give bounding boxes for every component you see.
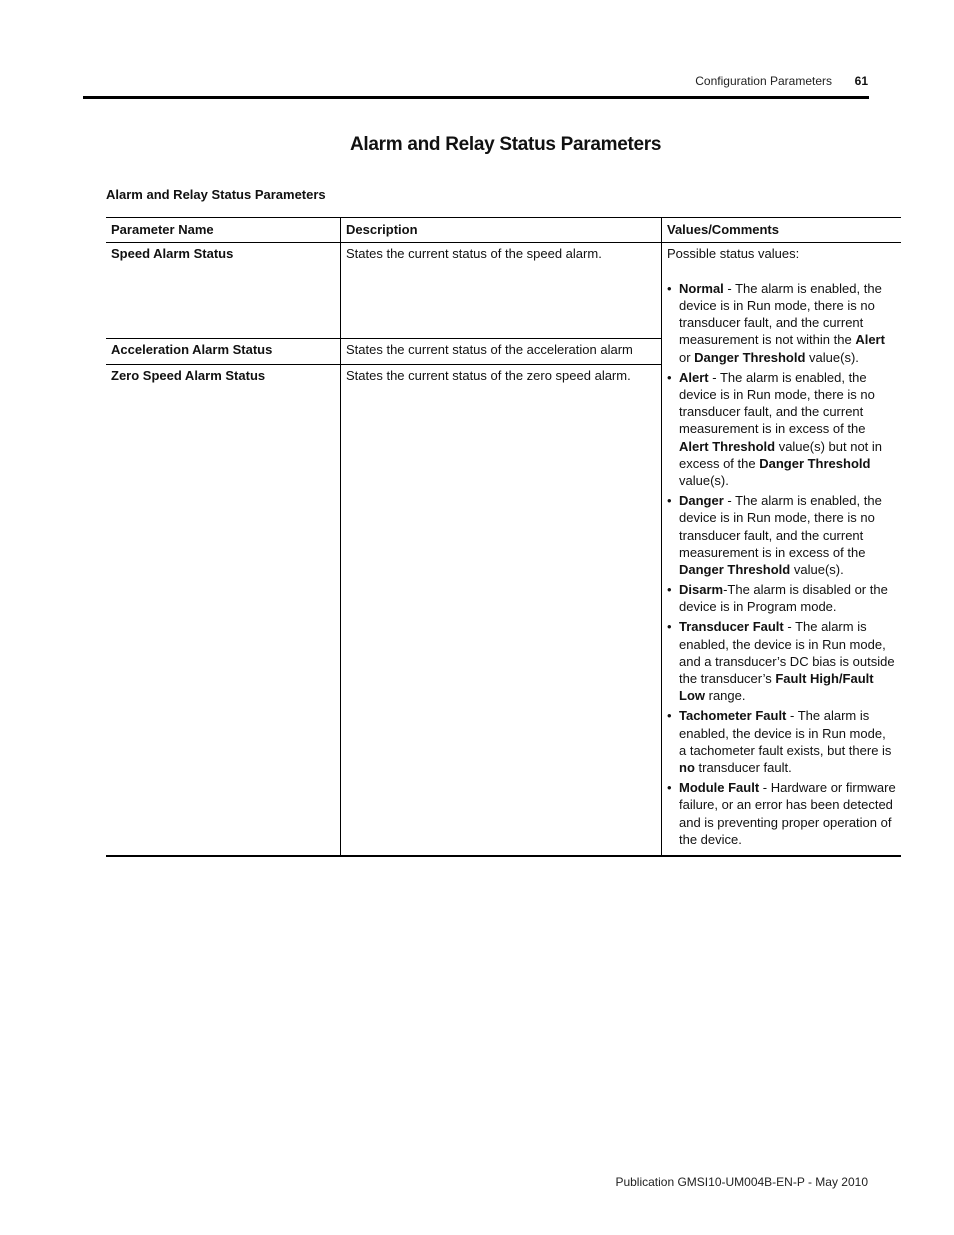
status-text: - The alarm is enabled, the device is in Run mode, there is no transducer fault, and the current measurement is not within the [679, 280, 882, 348]
status-term: Transducer Fault [679, 619, 784, 635]
page-number: 61 [854, 74, 868, 88]
parameter-name-cell: Zero Speed Alarm Status [106, 365, 341, 856]
parameters-table [106, 217, 901, 857]
parameter-name-cell: Speed Alarm Status [106, 243, 341, 339]
status-emphasis: Fault High/Fault Low [679, 671, 874, 704]
list-item [667, 280, 896, 366]
status-term: Alert [679, 369, 709, 385]
table-row [106, 243, 901, 339]
status-text: - The alarm is enabled, the device is in Run mode, and a transducer’s DC bias is outside the transducer’s [679, 619, 895, 687]
column-header-description: Description [341, 218, 662, 243]
bullet-icon: • [667, 708, 672, 724]
status-text: - The alarm is enabled, the device is in Run mode, there is no transducer fault, and the current measurement is in excess of the [679, 369, 875, 437]
status-emphasis: Danger Threshold [694, 349, 806, 365]
status-text: value(s). [790, 562, 844, 578]
running-header: Configuration Parameters [695, 74, 832, 88]
status-text: - Hardware or firmware failure, or an error has been detected and is preventing proper operation of the device. [679, 779, 896, 847]
status-emphasis: Alert Threshold [679, 438, 776, 454]
status-text: - The alarm is enabled, the device is in Run mode, a tachometer fault exists, but there is [679, 708, 892, 758]
status-text: or [679, 349, 695, 365]
list-item [667, 779, 896, 848]
status-text: - The alarm is enabled, the device is in Run mode, there is no transducer fault, and the current measurement is in excess of the [679, 493, 882, 561]
status-text: range. [705, 688, 746, 704]
bullet-icon: • [667, 369, 672, 385]
list-item [667, 369, 896, 490]
status-emphasis: no [679, 760, 695, 776]
status-emphasis: Danger Threshold [759, 456, 871, 472]
publication-footer: Publication GMSI10-UM004B-EN-P - May 2010 [615, 1175, 868, 1189]
status-emphasis: Alert [855, 332, 885, 348]
values-intro: Possible status values: [667, 246, 800, 262]
status-text: -The alarm is disabled or the device is in Program mode. [679, 582, 888, 615]
column-header-values-comments: Values/Comments [662, 218, 902, 243]
list-item [667, 707, 896, 776]
list-item [667, 618, 896, 704]
header-divider [83, 96, 869, 99]
description-cell: States the current status of the speed alarm. [341, 243, 662, 339]
list-item [667, 581, 896, 616]
table-caption: Alarm and Relay Status Parameters [106, 187, 326, 202]
description-cell: States the current status of the zero speed alarm. [341, 365, 662, 856]
status-text: transducer fault. [694, 760, 792, 776]
list-item [667, 492, 896, 578]
status-term: Tachometer Fault [679, 708, 787, 724]
status-text: value(s). [805, 349, 859, 365]
section-title: Alarm and Relay Status Parameters [350, 134, 662, 155]
status-values-list [667, 280, 896, 849]
bullet-icon: • [667, 779, 672, 795]
status-term: Module Fault [679, 779, 760, 795]
status-emphasis: Danger Threshold [679, 562, 791, 578]
status-text: value(s). [679, 473, 729, 489]
status-text: value(s) but not in excess of the [679, 438, 883, 472]
parameters-table-container [106, 217, 896, 857]
parameter-name-cell: Acceleration Alarm Status [106, 338, 341, 364]
values-comments-cell [662, 243, 902, 856]
bullet-icon: • [667, 280, 672, 296]
status-term: Danger [679, 493, 724, 509]
description-cell: States the current status of the acceleration alarm [341, 338, 662, 364]
status-term: Normal [679, 280, 724, 296]
bullet-icon: • [667, 619, 672, 635]
bullet-icon: • [667, 582, 672, 598]
table-header-row [106, 218, 901, 243]
status-term: Disarm [679, 582, 724, 598]
column-header-parameter-name: Parameter Name [106, 218, 341, 243]
bullet-icon: • [667, 493, 672, 509]
